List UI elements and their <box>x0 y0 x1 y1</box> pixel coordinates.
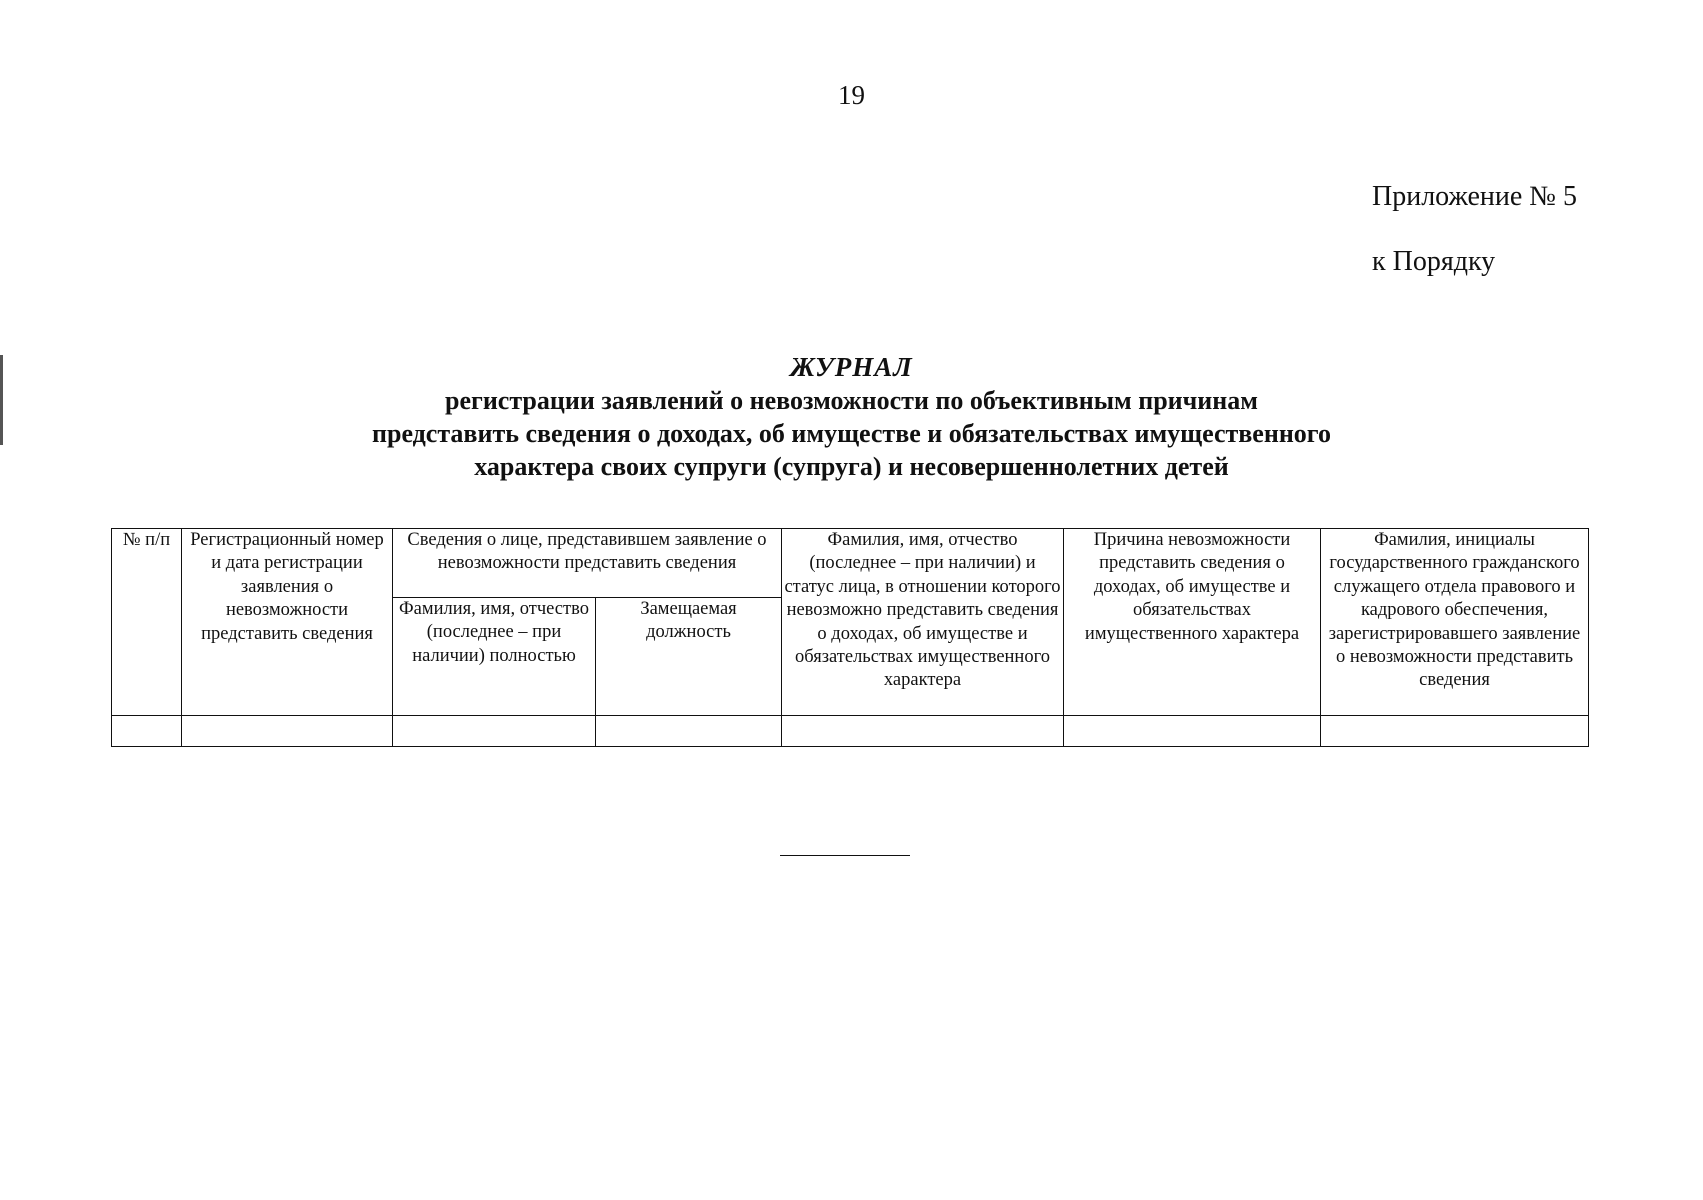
title-line-1: регистрации заявлений о невозможности по объективным причинам <box>445 386 1258 415</box>
document-title <box>0 350 1703 483</box>
header-officer: Фамилия, инициалы государственного гражданского служащего отдела правового и кадрового обеспечения, зарегистрировавшего заявление о невозможности представить сведения <box>1321 529 1589 716</box>
title-journal: ЖУРНАЛ <box>790 352 913 382</box>
appendix-reference: к Порядку <box>1372 246 1496 277</box>
appendix-label: Приложение № 5 <box>1372 181 1577 212</box>
header-registration: Регистрационный номер и дата регистрации заявления о невозможности представить сведения <box>182 529 393 716</box>
page-number: 19 <box>838 80 865 110</box>
title-line-2: представить сведения о доходах, об имуществе и обязательствах имущественного <box>372 419 1331 448</box>
table-cell[interactable] <box>393 716 596 747</box>
table-cell[interactable] <box>1321 716 1589 747</box>
header-num: № п/п <box>112 529 182 716</box>
header-reason: Причина невозможности представить сведения о доходах, об имуществе и обязательствах имущественного характера <box>1064 529 1321 716</box>
title-line-3: характера своих супруги (супруга) и несовершеннолетних детей <box>474 452 1229 481</box>
table-cell[interactable] <box>782 716 1064 747</box>
table-cell[interactable] <box>112 716 182 747</box>
header-applicant-group: Сведения о лице, представившем заявление о невозможности представить сведения <box>393 529 782 598</box>
journal-table <box>111 528 1589 747</box>
end-separator-line <box>780 855 910 856</box>
header-row-1 <box>112 529 1589 598</box>
header-subject: Фамилия, имя, отчество (последнее – при наличии) и статус лица, в отношении которого невозможно представить сведения о доходах, об имуществе и обязательствах имущественного характера <box>782 529 1064 716</box>
table-cell[interactable] <box>1064 716 1321 747</box>
table-cell[interactable] <box>182 716 393 747</box>
header-applicant-name: Фамилия, имя, отчество (последнее – при наличии) полностью <box>393 598 596 716</box>
header-applicant-position: Замещаемая должность <box>596 598 782 716</box>
table-cell[interactable] <box>596 716 782 747</box>
table-row <box>112 716 1589 747</box>
